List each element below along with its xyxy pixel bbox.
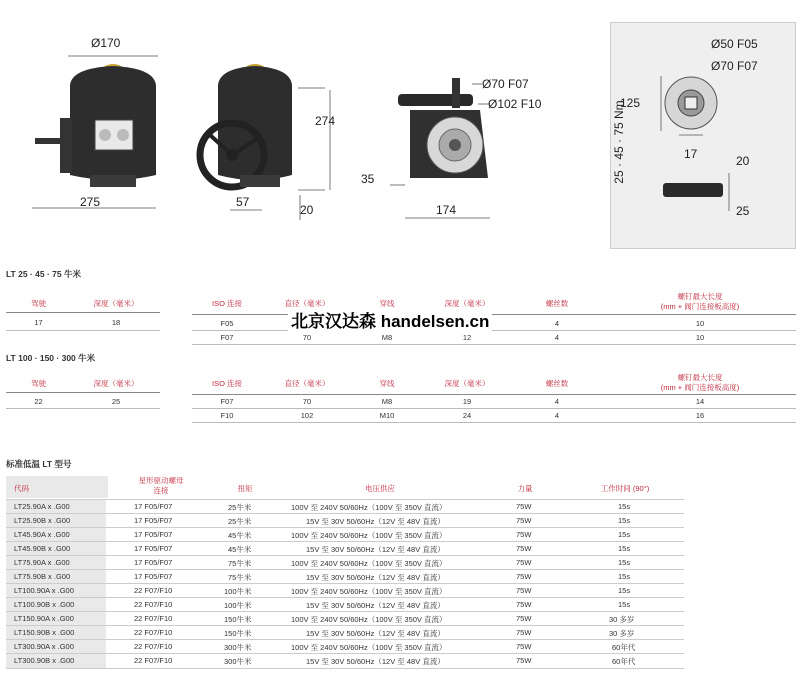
t2-r2-maxlen: 16 [695, 411, 705, 420]
t2-h-thread: 穿线 [379, 379, 395, 388]
t2-depth: 25 [111, 397, 121, 406]
t2-r2-iso: F10 [220, 411, 234, 420]
dim-thickness-20: 20 [736, 154, 750, 168]
coupling-panel [610, 22, 796, 249]
t2-r2-thread: M10 [379, 411, 395, 420]
table-row: LT75.90B x .G00 17 F05/F07 75牛米 15V 至 30V 50/60Hz（12V 至 48V 直流） 75W 15s [6, 569, 684, 584]
t1-r2-screws: 4 [554, 333, 560, 342]
dim-height-274: 274 [315, 114, 336, 128]
torque-range-label: 25 · 45 · 75 Nm [612, 100, 626, 184]
table1-title: LT 25 · 45 · 75 牛米 [6, 269, 81, 279]
t1-r2-depth: 12 [462, 333, 472, 342]
t2-r1-screws: 4 [554, 397, 560, 406]
t3-h-voltage: 电压供应 [365, 484, 395, 493]
t1-h-depth2: 深度（毫米） [444, 299, 490, 308]
watermark: 北京汉达森 handelsen.cn [288, 312, 492, 332]
t3-h-torque: 扭矩 [237, 484, 253, 493]
dim-flange-f10: Ø102 F10 [488, 97, 542, 111]
t2-drive: 22 [34, 397, 43, 406]
table-row: LT45.90A x .G00 17 F05/F07 45牛米 100V 至 240V 50/60Hz（100V 至 350V 直流） 75W 15s [6, 527, 684, 542]
t1-h-depth: 深度（毫米） [93, 299, 139, 308]
table-row: LT150.90B x .G00 22 F07/F10 150牛米 15V 至 30V 50/60Hz（12V 至 48V 直流） 75W 30 多岁 [6, 625, 684, 640]
t1-r2-thread: M8 [381, 333, 393, 342]
t1-depth: 18 [111, 318, 121, 327]
dim-flange-f05: Ø50 F05 [711, 37, 758, 51]
t3-h-coupling: 星形驱动螺母 连接 [138, 476, 184, 495]
t1-h-maxlen: 螺钉最大长度 (mm + 阀门连接板高度) [660, 292, 740, 311]
table-row: LT300.90A x .G00 22 F07/F10 300牛米 100V 至 240V 50/60Hz（100V 至 350V 直流） 75W 60年代 [6, 639, 684, 654]
table-row: LT150.90A x .G00 22 F07/F10 150牛米 100V 至 240V 50/60Hz（100V 至 350V 直流） 75W 30 多岁 [6, 611, 684, 626]
t2-r1-maxlen: 14 [695, 397, 705, 406]
t3-h-time: 工作时间 (90°) [600, 484, 650, 493]
t2-h-iso: ISO 连接 [211, 379, 242, 388]
t1-r1-maxlen: 10 [695, 319, 705, 328]
t2-r1-depth: 19 [462, 397, 472, 406]
table-row: LT100.90A x .G00 22 F07/F10 100牛米 100V 至 240V 50/60Hz（100V 至 350V 直流） 75W 15s [6, 583, 684, 598]
t1-r1-screws: 4 [554, 319, 560, 328]
t1-h-diam: 直径（毫米） [284, 299, 330, 308]
t2-h-screws: 螺丝数 [545, 379, 569, 388]
dim-height-125: 125 [620, 96, 641, 110]
t2-h-diam: 直径（毫米） [284, 379, 330, 388]
table3-title: 标准低温 LT 型号 [6, 459, 72, 469]
t1-h-drive: 驾驶 [31, 299, 46, 308]
t1-r1-iso: F05 [220, 319, 234, 328]
actuator-front-view [35, 64, 156, 187]
t2-r2-screws: 4 [554, 411, 560, 420]
t1-h-screws: 螺丝数 [545, 299, 569, 308]
t3-h-code: 代码 [14, 484, 29, 493]
t2-r2-diam: 102 [300, 411, 314, 420]
t1-h-thread: 穿线 [379, 299, 395, 308]
dim-width-174: 174 [436, 203, 457, 217]
dim-diameter-170: Ø170 [91, 36, 121, 50]
t1-r2-diam: 70 [302, 333, 312, 342]
dim-depth-25: 25 [736, 204, 750, 218]
t2-h-depth: 深度（毫米） [93, 379, 139, 388]
dim-handwheel-57: 57 [236, 195, 250, 209]
dim-flange-f07: Ø70 F07 [482, 77, 529, 91]
actuator-side-view [200, 64, 292, 187]
table2-title: LT 100 · 150 · 300 牛米 [6, 353, 96, 363]
coupling-drawing [611, 23, 795, 248]
table-row: LT100.90B x .G00 22 F07/F10 100牛米 15V 至 30V 50/60Hz（12V 至 48V 直流） 75W 15s [6, 597, 684, 612]
t1-drive: 17 [34, 318, 43, 327]
t2-r1-iso: F07 [220, 397, 234, 406]
dim-flange-f07-panel: Ø70 F07 [711, 59, 758, 73]
t2-r1-diam: 70 [302, 397, 312, 406]
table-row: LT25.90A x .G00 17 F05/F07 25牛米 100V 至 240V 50/60Hz（100V 至 350V 直流） 75W 15s [6, 499, 684, 514]
t2-h-drive: 驾驶 [31, 379, 46, 388]
t1-r2-iso: F07 [220, 333, 234, 342]
t1-h-iso: ISO 连接 [211, 299, 242, 308]
t2-r2-depth: 24 [462, 411, 472, 420]
t2-h-maxlen: 螺钉最大长度 (mm + 阀门连接板高度) [660, 373, 740, 392]
dim-bottom-20: 20 [300, 203, 314, 217]
table-row: LT25.90B x .G00 17 F05/F07 25牛米 15V 至 30V 50/60Hz（12V 至 48V 直流） 75W 15s [6, 513, 684, 528]
dim-offset-35: 35 [361, 172, 375, 186]
dim-width-275: 275 [80, 195, 101, 209]
table-row: LT75.90A x .G00 17 F05/F07 75牛米 100V 至 240V 50/60Hz（100V 至 350V 直流） 75W 15s [6, 555, 684, 570]
t2-r1-thread: M8 [381, 397, 393, 406]
table-row: LT45.90B x .G00 17 F05/F07 45牛米 15V 至 30V 50/60Hz（12V 至 48V 直流） 75W 15s [6, 541, 684, 556]
dim-square-17: 17 [684, 147, 698, 161]
t3-h-power: 力量 [517, 484, 533, 493]
actuator-bottom-view [398, 78, 488, 178]
table-row: LT300.90B x .G00 22 F07/F10 300牛米 15V 至 30V 50/60Hz（12V 至 48V 直流） 75W 60年代 [6, 653, 684, 669]
t2-h-depth2: 深度（毫米） [444, 379, 490, 388]
t1-r2-maxlen: 10 [695, 333, 705, 342]
